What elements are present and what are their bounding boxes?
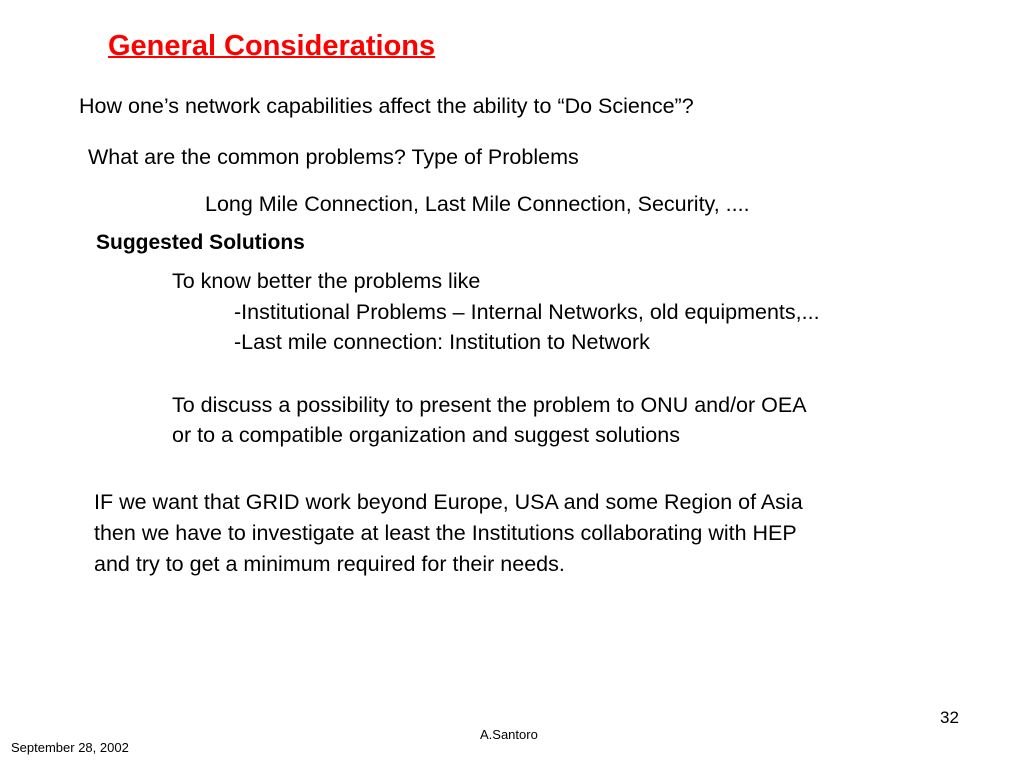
page-number: 32 <box>940 708 959 727</box>
question-network-science: How one’s network capabilities affect the ability to “Do Science”? <box>79 94 694 118</box>
solution-line: or to a compatible organization and suggest solutions <box>172 423 680 447</box>
solutions-heading: Suggested Solutions <box>96 231 305 254</box>
solution-line: -Last mile connection: Institution to Network <box>234 330 650 354</box>
grid-paragraph-line: and try to get a minimum required for their needs. <box>94 552 565 576</box>
footer-date: September 28, 2002 <box>11 740 129 755</box>
footer-author: A.Santoro <box>480 727 538 742</box>
solution-line: -Institutional Problems – Internal Networks, old equipments,... <box>234 300 820 324</box>
solution-line: To know better the problems like <box>172 269 481 293</box>
solution-line: To discuss a possibility to present the problem to ONU and/or OEA <box>172 393 807 417</box>
grid-paragraph-line: IF we want that GRID work beyond Europe, USA and some Region of Asia <box>94 490 803 514</box>
problem-types: Long Mile Connection, Last Mile Connection, Security, .... <box>205 192 750 216</box>
slide-title: General Considerations <box>108 30 436 62</box>
question-common-problems: What are the common problems? Type of Problems <box>88 145 579 169</box>
grid-paragraph-line: then we have to investigate at least the Institutions collaborating with HEP <box>94 521 797 545</box>
